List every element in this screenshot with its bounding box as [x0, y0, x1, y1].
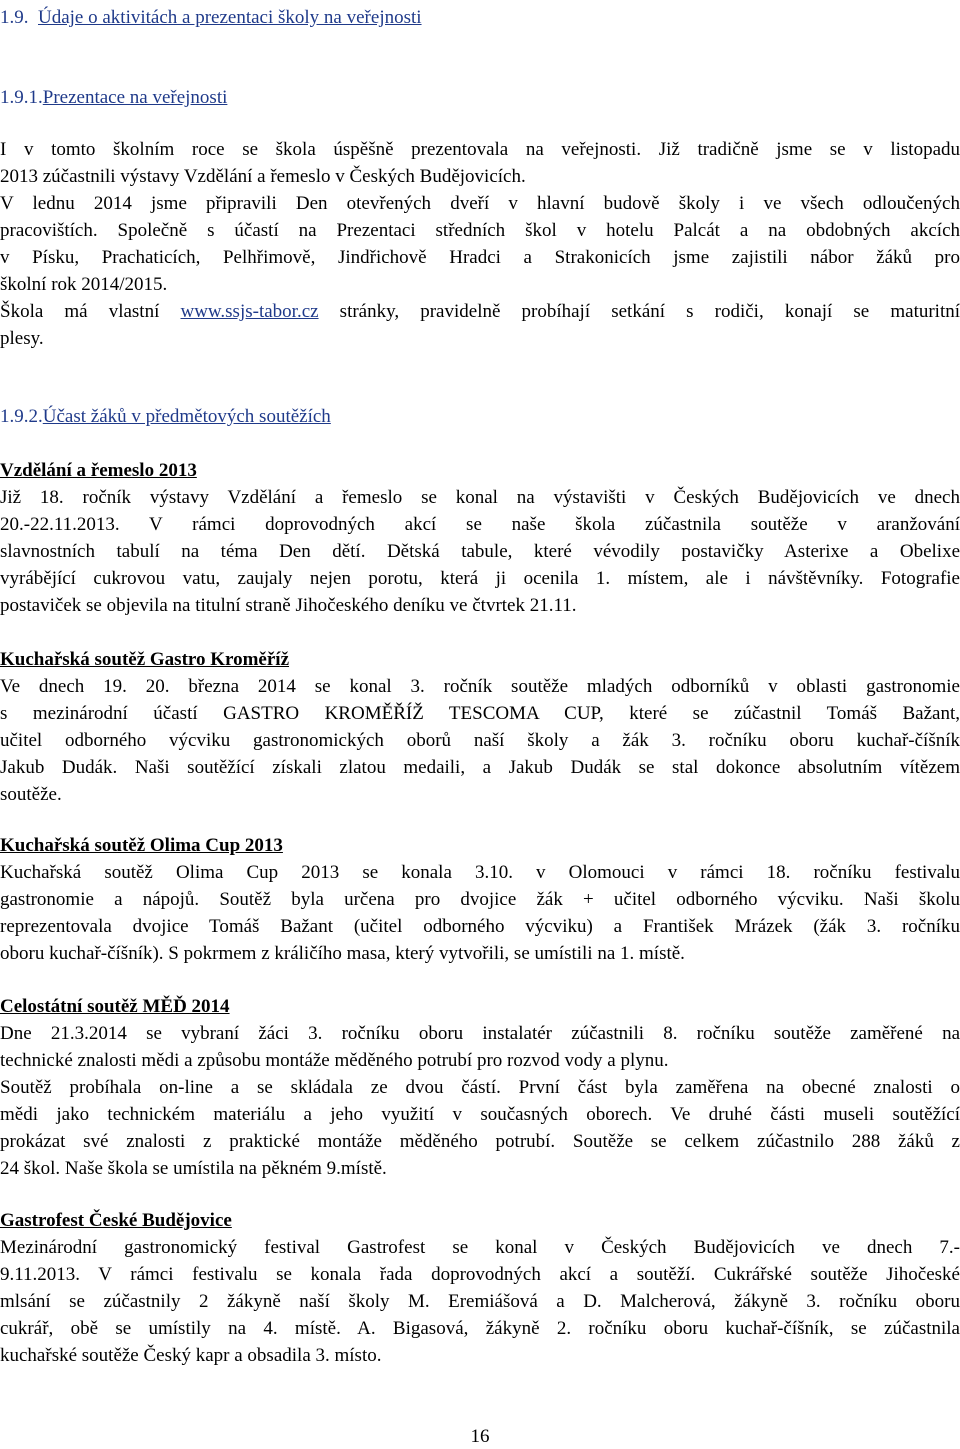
paragraph-line [0, 219, 960, 243]
section-number: 1.9. [0, 7, 29, 28]
text-line: učitel odborného výcviku gastronomických oborů naší školy a žák 3. ročníku oboru kuchař-číšník [0, 730, 960, 751]
text-line: Dne 21.3.2014 se vybraní žáci 3. ročníku oboru instalatér zúčastnili 8. ročníku soutěže zaměřené na [0, 1023, 960, 1044]
paragraph-line [0, 327, 960, 351]
paragraph-line [0, 1263, 960, 1287]
paragraph-line [0, 702, 960, 726]
section-title: Účast žáků v předmětových soutěžích [42, 406, 331, 427]
paragraph-line [0, 1344, 960, 1368]
paragraph-line [0, 1236, 960, 1260]
text-line [0, 300, 960, 324]
paragraph-line [0, 1317, 960, 1341]
paragraph-line [0, 540, 960, 564]
paragraph-line [0, 756, 960, 780]
paragraph-line [0, 165, 960, 189]
section-title: Prezentace na veřejnosti [42, 87, 228, 108]
paragraph-line [0, 915, 960, 939]
paragraph-line [0, 300, 960, 324]
paragraph-line [0, 567, 960, 591]
text-line: V lednu 2014 jsme připravili Den otevřených dveří v hlavní budově školy i ve všech odloučených [0, 193, 960, 214]
competition-title [0, 1209, 960, 1233]
text-line: Jakub Dudák. Naši soutěžící získali zlatou medaili, a Jakub Dudák se stal dokonce absolutním vítězem [0, 757, 960, 778]
paragraph-line [0, 861, 960, 885]
paragraph-line [0, 675, 960, 699]
text-line: Mezinárodní gastronomický festival Gastrofest se konal v Českých Budějovicích ve dnech 7.- [0, 1237, 960, 1258]
paragraph-line [0, 1130, 960, 1154]
competition-title-text: Celostátní soutěž MĚĎ 2014 [0, 996, 230, 1017]
text-line: Soutěž probíhala on-line a se skládala ze dvou částí. První část byla zaměřena na obecné znalosti o [0, 1077, 960, 1098]
text-line: v Písku, Prachaticích, Pelhřimově, Jindřichově Hradci a Strakonicích jsme zajistili nábor žáků pro [0, 247, 960, 268]
text-line: kuchařské soutěže Český kapr a obsadila 3. místo. [0, 1345, 382, 1366]
paragraph-line [0, 513, 960, 537]
section-number: 1.9.1. [0, 87, 43, 108]
paragraph-line [0, 1103, 960, 1127]
paragraph-line [0, 783, 960, 807]
text-line: 2013 zúčastnili výstavy Vzdělání a řemeslo v Českých Budějovicích. [0, 166, 526, 187]
text-line: vyrábějící cukrovou vatu, zaujaly nejen porotu, která ji ocenila 1. místem, ale i návštěvníky. Fotografie [0, 568, 960, 589]
competition-title-text: Kuchařská soutěž Gastro Kroměříž [0, 649, 290, 670]
competition-title [0, 834, 960, 858]
section-title: Údaje o aktivitách a prezentaci školy na veřejnosti [38, 7, 422, 28]
paragraph-line [0, 192, 960, 216]
text-line: soutěže. [0, 784, 62, 805]
paragraph-line [0, 942, 960, 966]
text-line: slavnostních tabulí na téma Den dětí. Dětská tabule, které vévodily postavičky Asterixe a Obelixe [0, 541, 960, 562]
section-number: 1.9.2. [0, 406, 43, 427]
page-number: 16 [470, 1426, 490, 1447]
paragraph-line [0, 594, 960, 618]
competition-title-text: Kuchařská soutěž Olima Cup 2013 [0, 835, 283, 856]
competition-title-text: Gastrofest České Budějovice [0, 1210, 232, 1231]
section-heading-1-9-2 [0, 405, 960, 429]
text-line: mlsání se zúčastnily 2 žákyně naší školy M. Eremiášová a D. Malcherová, žákyně 3. ročníku oboru [0, 1291, 960, 1312]
competition-title-text: Vzdělání a řemeslo 2013 [0, 460, 197, 481]
text-line: školní rok 2014/2015. [0, 274, 168, 295]
competition-title [0, 459, 960, 483]
paragraph-line [0, 1022, 960, 1046]
paragraph-line [0, 138, 960, 162]
text-line: reprezentovala dvojice Tomáš Bažant (učitel odborného výcviku) a František Mrázek (žák 3. ročníku [0, 916, 960, 937]
paragraph-line [0, 246, 960, 270]
section-heading-1-9 [0, 6, 960, 30]
competition-title [0, 648, 960, 672]
paragraph-line [0, 1049, 960, 1073]
text-fragment: Škola má vlastní [0, 301, 181, 322]
text-line: cukrář, obě se umístily na 4. místě. A. Bigasová, žákyně 2. ročníku oboru kuchař-číšník, se zúčastnila [0, 1318, 960, 1339]
paragraph-line [0, 888, 960, 912]
text-line: s mezinárodní účastí GASTRO KROMĚŘÍŽ TESCOMA CUP, které se zúčastnil Tomáš Bažant, [0, 703, 960, 724]
paragraph-line [0, 729, 960, 753]
text-line: Ve dnech 19. 20. března 2014 se konal 3. ročník soutěže mladých odborníků v oblasti gastronomie [0, 676, 960, 697]
text-line: oboru kuchař-číšník). S pokrmem z králičího masa, který vytvořili, se umístili na 1. místě. [0, 943, 685, 964]
paragraph-line [0, 273, 960, 297]
text-line: 24 škol. Naše škola se umístila na pěkném 9.místě. [0, 1158, 387, 1179]
text-line: I v tomto školním roce se škola úspěšně prezentovala na veřejnosti. Již tradičně jsme se v listopadu [0, 139, 960, 160]
paragraph-line [0, 1290, 960, 1314]
text-line: pracovištích. Společně s účastí na Prezentaci středních škol v hotelu Palcát a na obdobných akcích [0, 220, 960, 241]
text-line: plesy. [0, 328, 44, 349]
paragraph-line [0, 1076, 960, 1100]
text-line: gastronomie a nápojů. Soutěž byla určena pro dvojice žák + učitel odborného výcviku. Naši školu [0, 889, 960, 910]
text-line: prokázat své znalosti z praktické montáže měděného potrubí. Soutěže se celkem zúčastnilo 288 žáků z [0, 1131, 960, 1152]
text-line: postaviček se objevila na titulní straně Jihočeského deníku ve čtvrtek 21.11. [0, 595, 577, 616]
paragraph-line [0, 486, 960, 510]
text-line: 9.11.2013. V rámci festivalu se konala řada doprovodných akcí a soutěží. Cukrářské soutěže Jihočeské [0, 1264, 960, 1285]
paragraph-line [0, 1157, 960, 1181]
text-fragment: stránky, pravidelně probíhají setkání s rodiči, konají se maturitní [318, 301, 960, 322]
section-heading-1-9-1 [0, 86, 960, 110]
text-line: Již 18. ročník výstavy Vzdělání a řemeslo se konal na výstavišti v Českých Budějovicích ve dnech [0, 487, 960, 508]
competition-title [0, 995, 960, 1019]
text-line: 20.-22.11.2013. V rámci doprovodných akcí se naše škola zúčastnila soutěže v aranžování [0, 514, 960, 535]
text-line: technické znalosti mědi a způsobu montáže měděného potrubí pro rozvod vody a plynu. [0, 1050, 669, 1071]
school-website-link[interactable]: www.ssjs-tabor.cz [180, 301, 319, 322]
text-line: mědi jako technickém materiálu a jeho využití v současných oborech. Ve druhé části museli soutěžící [0, 1104, 960, 1125]
text-line: Kuchařská soutěž Olima Cup 2013 se konala 3.10. v Olomouci v rámci 18. ročníku festivalu [0, 862, 960, 883]
